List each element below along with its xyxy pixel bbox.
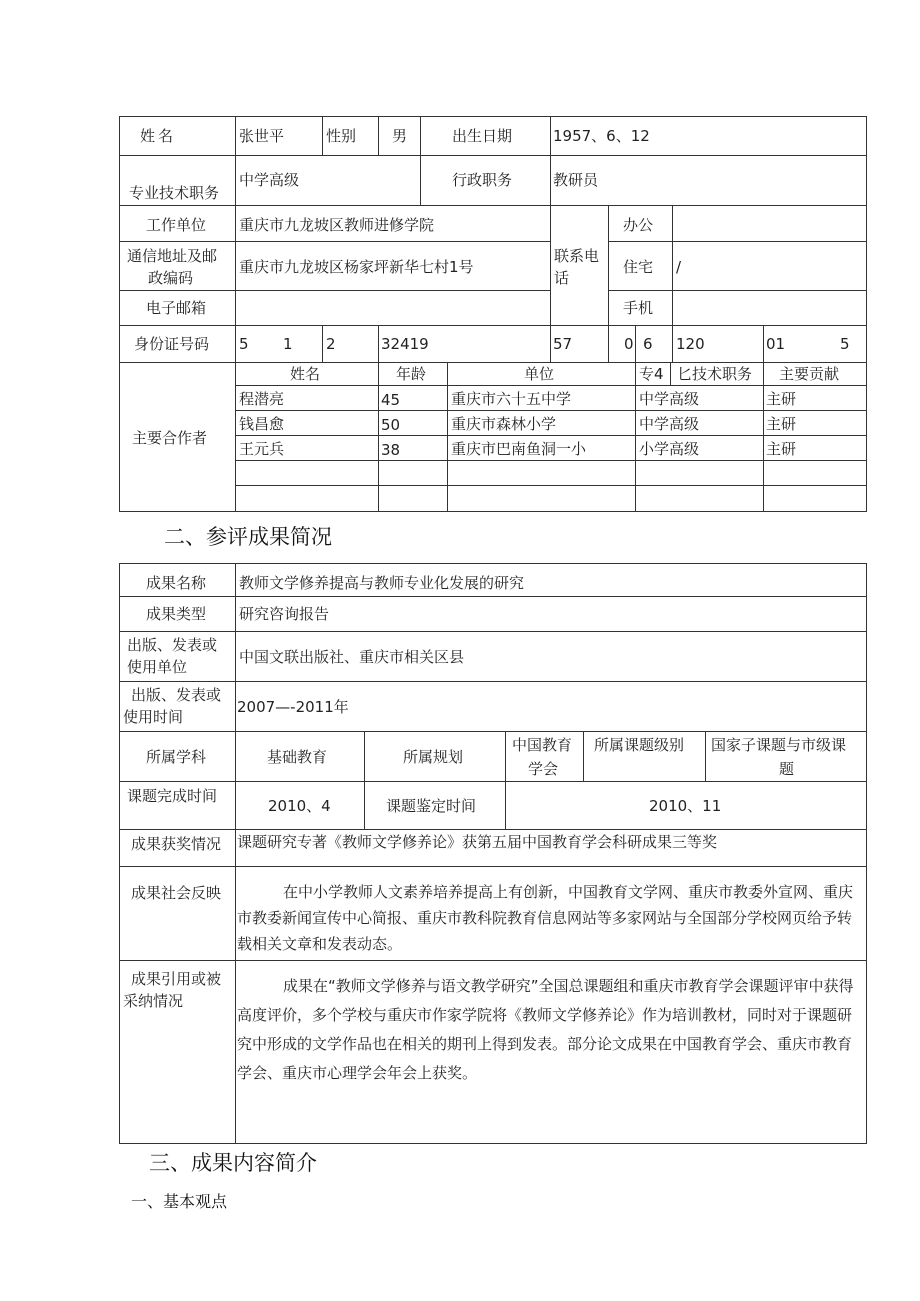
rule [672, 205, 673, 326]
level-label: 所属课题级别 [594, 736, 685, 754]
rule [119, 511, 867, 512]
rule [378, 116, 379, 156]
rule [119, 325, 867, 326]
adopt-label-2: 采纳情况 [123, 992, 184, 1010]
address-value: 重庆市九龙坡区杨家坪新华七村1号 [239, 258, 474, 276]
rule [505, 731, 506, 830]
id-part: 32419 [381, 335, 429, 353]
partner-role: 主研 [766, 440, 797, 458]
partners-header: 主要贡献 [779, 365, 840, 383]
rule [322, 116, 323, 156]
birth-label: 出生日期 [452, 127, 513, 145]
rule [235, 460, 867, 461]
partner-title: 小学高级 [639, 440, 700, 458]
rule [119, 563, 120, 1144]
address-label-2: 政编码 [148, 269, 194, 287]
rule [235, 410, 867, 411]
rule [378, 325, 379, 512]
rule [119, 866, 867, 867]
plan-label: 所属规划 [403, 748, 464, 766]
rule [322, 325, 323, 363]
id-part: 57 [553, 335, 573, 353]
rule [550, 116, 551, 363]
rule [119, 681, 867, 682]
rule [763, 325, 764, 512]
rule [119, 631, 867, 632]
id-part: 6 [643, 335, 653, 353]
rule [364, 731, 365, 830]
rule [119, 829, 867, 830]
rule [119, 781, 867, 782]
name-label: 姓名 [140, 127, 177, 145]
plan-value-2: 学会 [528, 760, 559, 778]
partner-title: 中学高级 [639, 390, 700, 408]
id-part: 0 [624, 335, 634, 353]
home-value: / [676, 258, 682, 276]
rule [119, 731, 867, 732]
feedback-label: 成果社会反映 [131, 884, 222, 902]
rule [119, 596, 867, 597]
publisher-label-1: 出版、发表或 [127, 636, 218, 654]
partners-label: 主要合作者 [132, 429, 208, 447]
work-label: 工作单位 [146, 216, 207, 234]
partner-role: 主研 [766, 415, 797, 433]
rule [119, 960, 867, 961]
partners-header: 姓名 [290, 365, 321, 383]
rule [635, 325, 636, 512]
rule [583, 731, 584, 782]
type-label: 成果类型 [146, 605, 207, 623]
gender-value: 男 [392, 127, 408, 145]
pubtime-value: 2007—-2011年 [237, 698, 349, 716]
plan-value-1: 中国教育 [512, 736, 573, 754]
address-label-1: 通信地址及邮 [127, 247, 218, 265]
appraise-label: 课题鉴定时间 [386, 797, 477, 815]
birth-value: 1957、6、12 [553, 127, 650, 145]
rule [119, 116, 867, 117]
rule [119, 155, 867, 156]
rule [235, 435, 867, 436]
section-2-title: 二、参评成果简况 [164, 525, 332, 549]
rule [235, 485, 867, 486]
adopt-value: 成果在“教师文学修养与语文教学研究”全国总课题组和重庆市教育学会课题评审中获得高度评价，多个学校与重庆市作家学院将《教师文学修养论》作为培训教材，同时对于课题研究中形成的文学作品也在相关的期刊上得到发表。部分论文成果在中国教育学会、重庆市教育学会、重庆市心理学会年会上获奖。 [237, 977, 854, 1082]
partner-name: 王元兵 [239, 440, 285, 458]
home-label: 住宅 [623, 258, 654, 276]
subject-value: 基础教育 [267, 748, 328, 766]
title-label: 专业技术职务 [129, 184, 220, 202]
name-value: 教师文学修养提高与教师专业化发展的研究 [239, 574, 525, 592]
rule [235, 563, 236, 1144]
rule [447, 362, 448, 512]
office-label: 办公 [623, 216, 654, 234]
partner-unit: 重庆市巴南鱼洞一小 [451, 440, 587, 458]
admin-label: 行政职务 [452, 171, 513, 189]
id-part: 120 [676, 335, 705, 353]
adopt-label-1: 成果引用或被 [131, 970, 222, 988]
rule [420, 116, 421, 206]
rule [866, 563, 867, 1144]
rule [608, 290, 867, 291]
rule [670, 362, 671, 386]
rule [119, 241, 551, 242]
subject-label: 所属学科 [146, 748, 207, 766]
rule [119, 563, 867, 564]
section-3-subtitle: 一、基本观点 [131, 1192, 228, 1211]
admin-value: 教研员 [553, 171, 599, 189]
contact-label-1: 联系电 [554, 247, 600, 265]
rule [119, 205, 867, 206]
award-label: 成果获奖情况 [131, 835, 222, 853]
mobile-label: 手机 [623, 299, 654, 317]
rule [866, 116, 867, 512]
rule [119, 362, 867, 363]
partner-age: 50 [381, 416, 401, 434]
rule [608, 205, 609, 363]
complete-value: 2010、4 [268, 797, 331, 815]
complete-label: 课题完成时间 [127, 787, 218, 805]
rule [119, 1143, 867, 1144]
id-part: 1 [283, 335, 293, 353]
partners-header: 年龄 [396, 365, 427, 383]
rule [608, 241, 867, 242]
rule [235, 116, 236, 512]
feedback-value: 在中小学教师人文素养培养提高上有创新，中国教育文学网、重庆市教委外宣网、重庆市教委新闻宣传中心简报、重庆市教科院教育信息网站等多家网站与全国部分学校网页给予转载相关文章和发表动态。 [237, 883, 854, 953]
partner-role: 主研 [766, 390, 797, 408]
partner-title: 中学高级 [639, 415, 700, 433]
partners-header: 匕技术职务 [677, 365, 753, 383]
partner-unit: 重庆市森林小学 [451, 415, 557, 433]
rule [672, 325, 673, 363]
rule [119, 290, 551, 291]
gender-label: 性别 [326, 127, 357, 145]
partner-name: 程潜亮 [239, 390, 285, 408]
award-value: 课题研究专著《教师文学修养论》获第五届中国教育学会科研成果三等奖 [237, 833, 718, 851]
pubtime-label-1: 出版、发表或 [131, 686, 222, 704]
rule [119, 116, 120, 512]
work-value: 重庆市九龙坡区教师进修学院 [239, 216, 435, 234]
partner-name: 钱昌愈 [239, 415, 285, 433]
pubtime-label-2: 使用时间 [123, 708, 184, 726]
id-part: 5 [840, 335, 850, 353]
partner-unit: 重庆市六十五中学 [451, 390, 572, 408]
id-label: 身份证号码 [134, 335, 210, 353]
email-label: 电子邮箱 [146, 299, 207, 317]
publisher-label-2: 使用单位 [127, 658, 188, 676]
id-part: 5 [239, 335, 249, 353]
id-part: 2 [326, 335, 336, 353]
section-3-title: 三、成果内容简介 [149, 1151, 317, 1175]
partners-header: 单位 [524, 365, 555, 383]
rule [705, 731, 706, 782]
partners-header: 专4 [639, 365, 664, 383]
publisher-value: 中国文联出版社、重庆市相关区县 [239, 648, 465, 666]
name-label: 成果名称 [146, 574, 207, 592]
contact-label-2: 话 [554, 269, 570, 287]
level-value-2: 题 [779, 760, 795, 778]
partner-age: 45 [381, 391, 401, 409]
rule [235, 385, 867, 386]
id-part: 01 [766, 335, 786, 353]
name-value: 张世平 [239, 127, 285, 145]
partner-age: 38 [381, 441, 401, 459]
title-value: 中学高级 [239, 171, 300, 189]
appraise-value: 2010、11 [649, 797, 722, 815]
level-value-1: 国家子课题与市级课 [711, 736, 847, 754]
type-value: 研究咨询报告 [239, 605, 330, 623]
